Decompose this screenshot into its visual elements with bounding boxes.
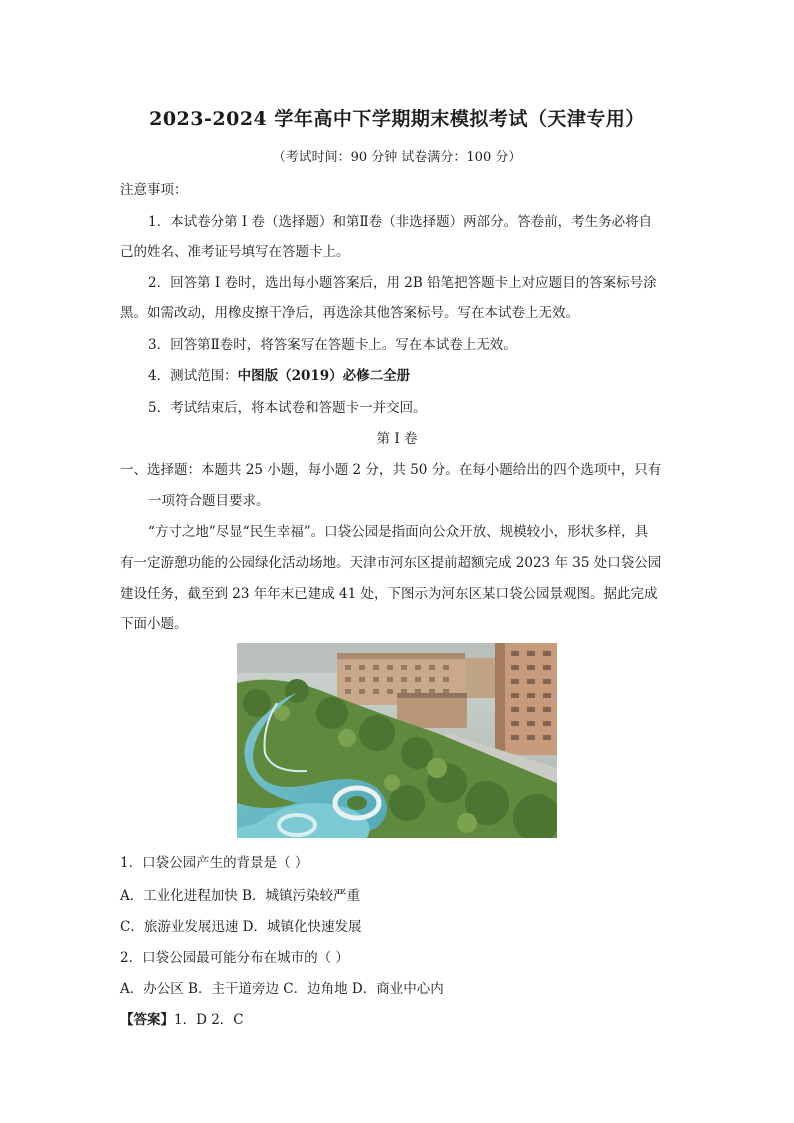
notice-item-4-prefix: 4．测试范围： xyxy=(148,368,238,384)
part1-instruction-line-2: 一项符合题目要求。 xyxy=(148,493,270,509)
question-1: 1．口袋公园产生的背景是（ ） xyxy=(120,855,309,871)
notice-heading: 注意事项： xyxy=(120,182,188,198)
question-2: 2．口袋公园最可能分布在城市的（ ） xyxy=(120,950,349,966)
notice-item-2-line-2: 黑。如需改动，用橡皮擦干净后，再选涂其他答案标号。写在本试卷上无效。 xyxy=(120,305,579,321)
notice-item-2-line-1: 2．回答第 I 卷时，选出每小题答案后，用 2B 铅笔把答题卡上对应题目的答案标号涂 xyxy=(148,275,657,291)
notice-item-1-line-1: 1．本试卷分第 I 卷（选择题）和第Ⅱ卷（非选择题）两部分。答卷前，考生务必将自 xyxy=(148,214,653,230)
volume-heading: 第 I 卷 xyxy=(376,431,418,447)
passage-line-2: 有一定游憩功能的公园绿化活动场地。天津市河东区提前超额完成 2023 年 35 处口袋公园 xyxy=(120,555,662,571)
notice-item-3: 3．回答第Ⅱ卷时，将答案写在答题卡上。写在本试卷上无效。 xyxy=(148,337,517,353)
notice-item-4-scope: 中图版（2019）必修二全册 xyxy=(237,368,411,384)
notice-item-5: 5．考试结束后，将本试卷和答题卡一并交回。 xyxy=(148,400,427,416)
passage-line-1: “方寸之地”尽显“民生幸福”。口袋公园是指面向公众开放、规模较小，形状多样，具 xyxy=(148,524,649,540)
notice-item-1-line-2: 己的姓名、准考证号填写在答题卡上。 xyxy=(120,244,350,260)
exam-title: 2023-2024 学年高中下学期期末模拟考试（天津专用） xyxy=(149,108,645,130)
notice-item-4 xyxy=(148,364,410,384)
question-1-options-ab: A．工业化进程加快 B．城镇污染较严重 xyxy=(120,888,360,904)
pocket-park-photo xyxy=(237,643,557,838)
answer-line xyxy=(120,1008,244,1028)
exam-subtitle: （考试时间：90 分钟 试卷满分：100 分） xyxy=(272,150,522,165)
passage-line-3: 建设任务，截至到 23 年年末已建成 41 处，下图示为河东区某口袋公园景观图。据此完成 xyxy=(120,586,658,602)
answer-text: 1．D 2．C xyxy=(174,1012,244,1028)
part1-instruction-line-1: 一、选择题：本题共 25 小题，每小题 2 分，共 50 分。在每小题给出的四个选项中，只有 xyxy=(120,462,662,478)
question-1-options-cd: C．旅游业发展迅速 D．城镇化快速发展 xyxy=(120,919,362,935)
passage-line-4: 下面小题。 xyxy=(120,616,188,632)
question-2-options: A．办公区 B．主干道旁边 C．边角地 D．商业中心内 xyxy=(120,981,444,997)
answer-label: 【答案】 xyxy=(120,1012,174,1028)
